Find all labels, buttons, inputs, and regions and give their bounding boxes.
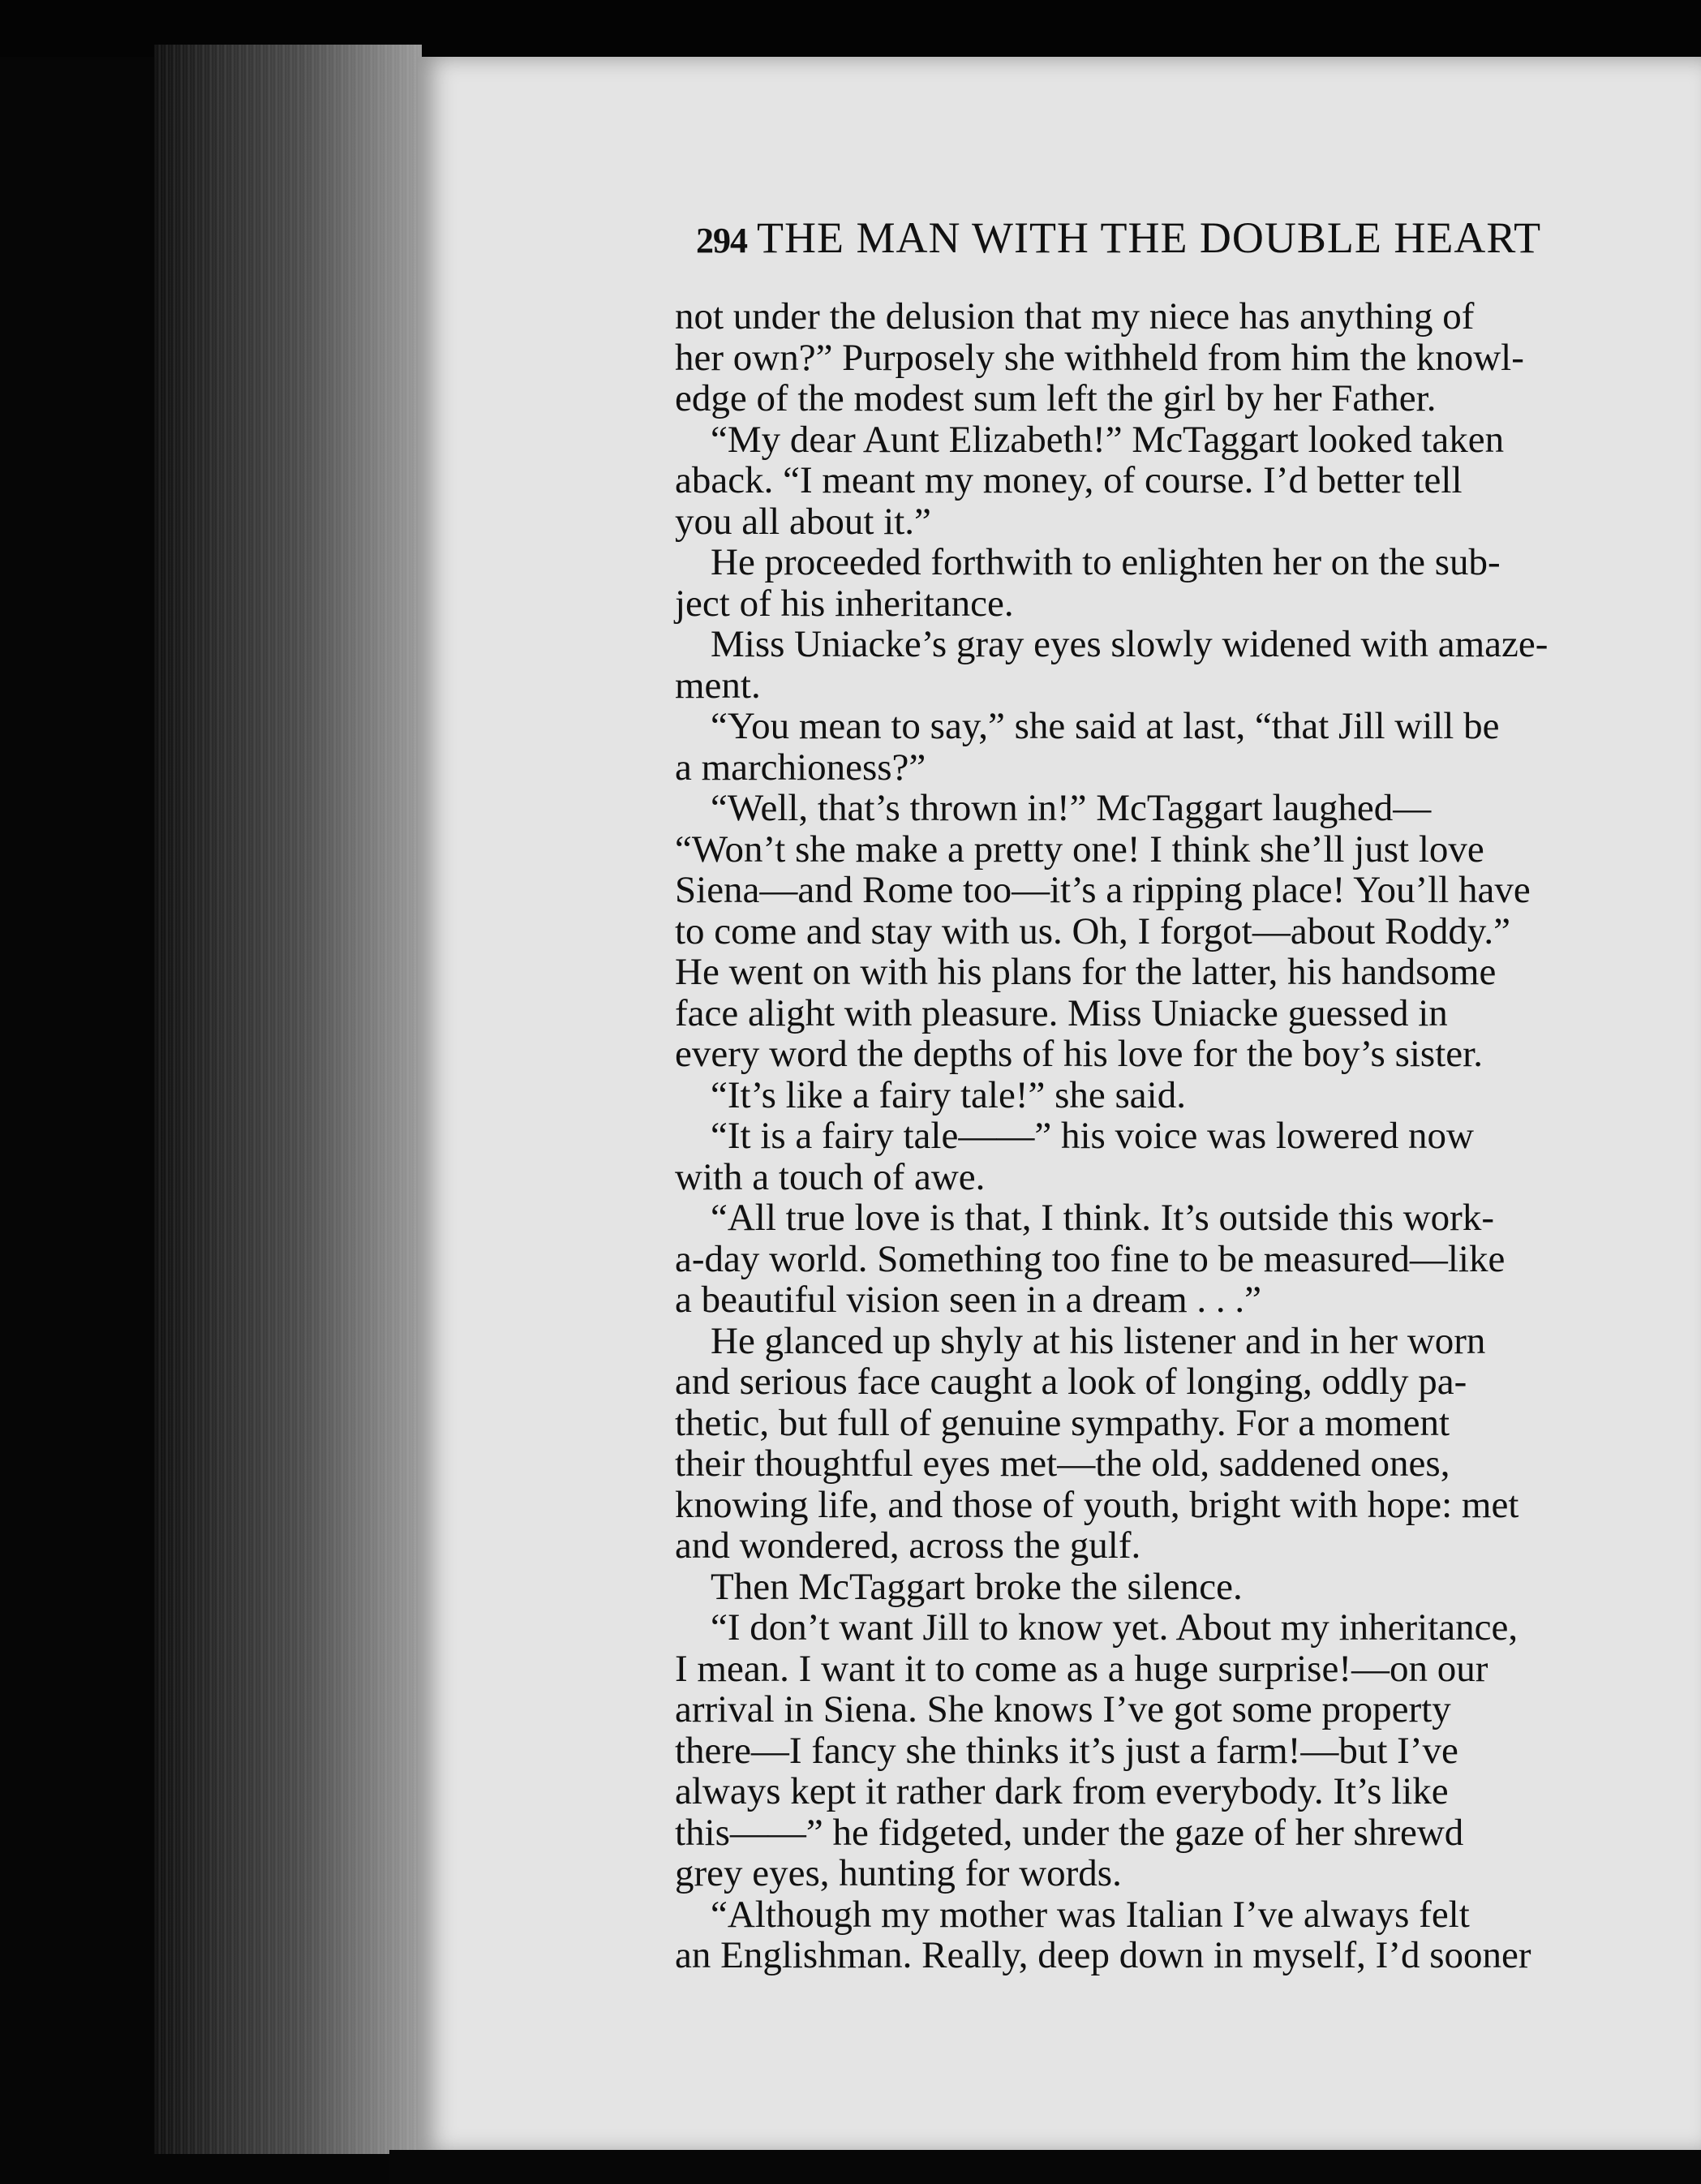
text-line: knowing life, and those of youth, bright with hope: met (675, 1483, 1519, 1526)
text-line: a-day world. Something too fine to be measured—like (675, 1237, 1506, 1280)
text-line: you all about it.” (675, 500, 931, 543)
text-line: grey eyes, hunting for words. (675, 1852, 1122, 1894)
text-line: “I don’t want Jill to know yet. About my inheritance, (711, 1606, 1518, 1649)
text-line: an Englishman. Really, deep down in myself, I’d sooner (675, 1934, 1531, 1976)
book-title: THE MAN WITH THE DOUBLE HEART (757, 213, 1542, 262)
text-line: arrival in Siena. She knows I’ve got some property (675, 1688, 1451, 1730)
text-line: not under the delusion that my niece has anything of (675, 295, 1475, 337)
text-line: Miss Uniacke’s gray eyes slowly widened with amaze- (711, 623, 1549, 665)
text-line: this——” he fidgeted, under the gaze of her shrewd (675, 1811, 1464, 1854)
text-line: thetic, but full of genuine sympathy. For a moment (675, 1401, 1450, 1444)
text-line: a marchioness?” (675, 746, 926, 789)
text-line: a beautiful vision seen in a dream . . .” (675, 1279, 1262, 1321)
text-line: with a touch of awe. (675, 1155, 986, 1198)
text-line: there—I fancy she thinks it’s just a farm!—but I’ve (675, 1729, 1458, 1772)
bottom-border (389, 2150, 1701, 2184)
text-line: I mean. I want it to come as a huge surprise!—on our (675, 1647, 1488, 1690)
running-head (696, 213, 1701, 266)
text-line: and serious face caught a look of longing, oddly pa- (675, 1361, 1467, 1403)
text-line: aback. “I meant my money, of course. I’d better tell (675, 459, 1463, 501)
text-line: “Won’t she make a pretty one! I think she’ll just love (675, 828, 1484, 871)
text-line: Then McTaggart broke the silence. (711, 1565, 1243, 1608)
text-line: their thoughtful eyes met—the old, saddened ones, (675, 1442, 1450, 1485)
page-number: 294 (696, 221, 747, 260)
text-line: always kept it rather dark from everybody. It’s like (675, 1770, 1449, 1812)
text-line: Siena—and Rome too—it’s a ripping place! You’ll have (675, 869, 1531, 911)
text-line: “Well, that’s thrown in!” McTaggart laughed— (711, 787, 1432, 829)
text-line: He proceeded forthwith to enlighten her on the sub- (711, 541, 1501, 583)
text-line: her own?” Purposely she withheld from him the knowl- (675, 336, 1524, 379)
text-line: and wondered, across the gulf. (675, 1524, 1141, 1567)
text-line: He went on with his plans for the latter, his handsome (675, 951, 1497, 993)
text-line: “You mean to say,” she said at last, “that Jill will be (711, 705, 1500, 747)
text-line: “It is a fairy tale——” his voice was lowered now (711, 1115, 1474, 1157)
body-text (675, 296, 1701, 1984)
text-line: “All true love is that, I think. It’s outside this work- (711, 1197, 1494, 1239)
text-line: edge of the modest sum left the girl by her Father. (675, 377, 1437, 419)
text-line: ment. (675, 664, 761, 707)
text-line: “My dear Aunt Elizabeth!” McTaggart looked taken (711, 418, 1505, 461)
text-line: face alight with pleasure. Miss Uniacke guessed in (675, 991, 1448, 1034)
book-page-edges (154, 45, 422, 2154)
text-line: “Although my mother was Italian I’ve always felt (711, 1893, 1470, 1936)
text-line: ject of his inheritance. (675, 582, 1014, 625)
text-line: every word the depths of his love for the boy’s sister. (675, 1033, 1483, 1075)
text-line: to come and stay with us. Oh, I forgot—about Roddy.” (675, 909, 1510, 952)
text-line: “It’s like a fairy tale!” she said. (711, 1073, 1186, 1116)
text-line: He glanced up shyly at his listener and in her worn (711, 1319, 1486, 1362)
